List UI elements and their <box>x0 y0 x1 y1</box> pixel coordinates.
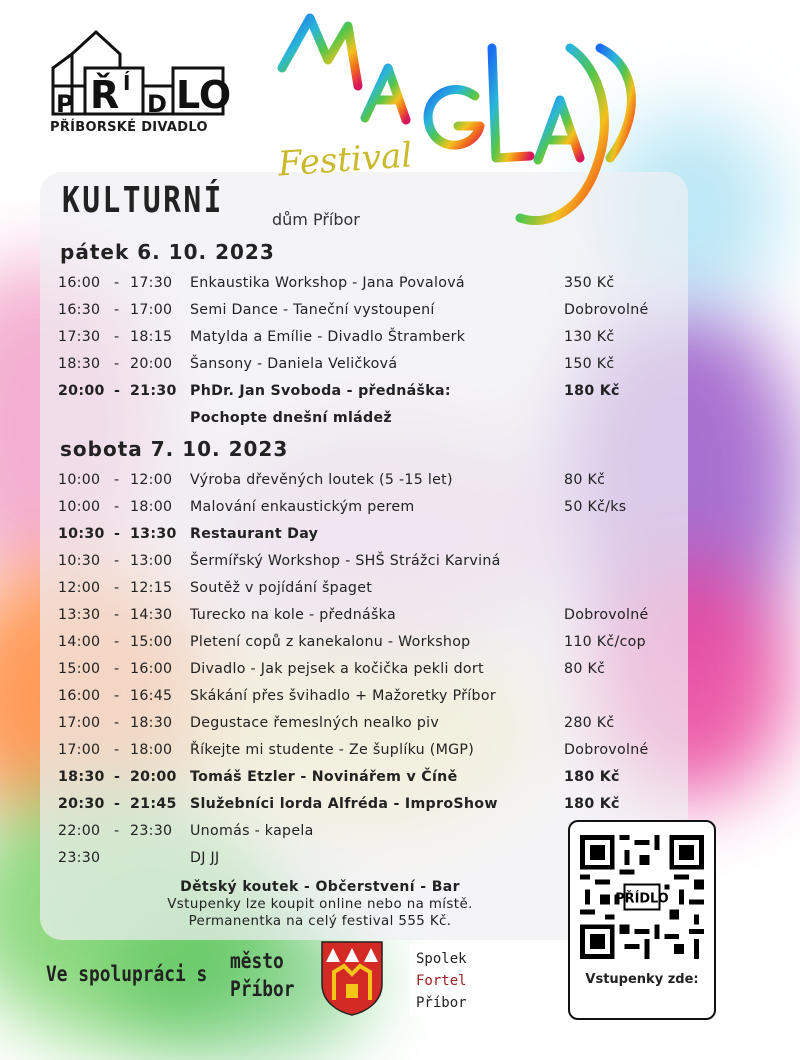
svg-text:P: P <box>56 90 74 118</box>
qr-center-logo: PŘÍDLO <box>615 891 669 907</box>
qr-ticket-card[interactable] <box>568 820 716 1020</box>
spolek-fortel-logo <box>410 944 500 1016</box>
spolek-line-1: Spolek <box>416 951 467 967</box>
spolek-line-3: Příbor <box>416 995 467 1011</box>
svg-text:D: D <box>147 90 167 118</box>
logo-subtitle: PŘÍBORSKÉ DIVADLO <box>50 120 208 135</box>
day-heading-friday: pátek 6. 10. 2023 <box>60 240 275 264</box>
svg-text:Í: Í <box>123 71 131 95</box>
qr-label: Vstupenky zde: <box>585 972 699 987</box>
footer-services: Dětský koutek - Občerstvení - Bar <box>180 879 460 895</box>
venue-title: KULTURNÍ <box>62 180 224 221</box>
day-heading-saturday: sobota 7. 10. 2023 <box>60 437 289 461</box>
svg-text:Ř: Ř <box>90 73 120 117</box>
festival-subtitle: Festival <box>276 135 414 185</box>
city-partner <box>230 947 294 1003</box>
svg-text:LO: LO <box>176 73 232 117</box>
city-crest-icon <box>320 940 384 1020</box>
qr-code[interactable] <box>580 832 704 962</box>
footer-pass: Permanentka na celý festival 555 Kč. <box>188 914 452 929</box>
venue-subtitle: dům Příbor <box>272 210 360 229</box>
spolek-line-2: Fortel <box>416 973 467 989</box>
city-line-2: Příbor <box>230 977 295 1001</box>
festival-title-text: MAGLAJZ <box>420 253 425 254</box>
theatre-logo <box>50 28 232 135</box>
footer-tickets: Vstupenky lze koupit online nebo na místě. <box>167 897 473 912</box>
city-line-1: město <box>230 949 284 973</box>
cooperation-label: Ve spolupráci s <box>46 962 208 986</box>
